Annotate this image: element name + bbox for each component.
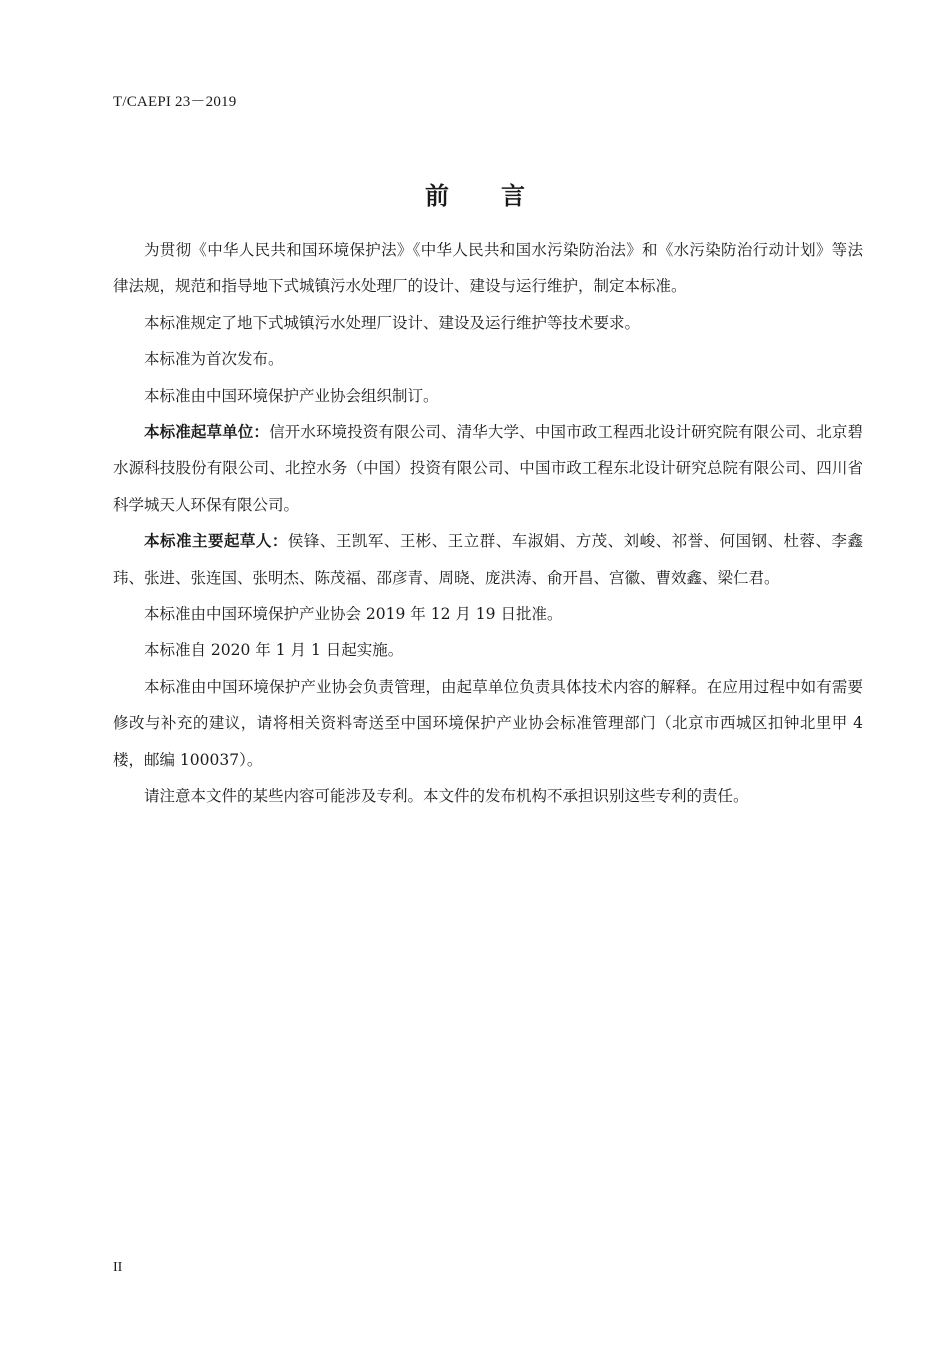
- paragraph-organizer: 本标准由中国环境保护产业协会组织制订。: [144, 386, 439, 405]
- drafting-units-text: 信开水环境投资有限公司、清华大学、中国市政工程西北设计研究院有限公司、北京碧水源科技股份有限公司、北控水务（中国）投资有限公司、中国市政工程东北设计研究总院有限公司、四川省科学城天人环保有限公司。: [113, 423, 863, 514]
- page-number: II: [113, 1260, 123, 1275]
- paragraph-purpose: 为贯彻《中华人民共和国环境保护法》《中华人民共和国水污染防治法》和《水污染防治行动计划》等法律法规，规范和指导地下式城镇污水处理厂的设计、建设与运行维护，制定本标准。: [113, 241, 863, 296]
- page-title: [0, 176, 950, 211]
- paragraph-approval: 本标准由中国环境保护产业协会 2019 年 12 月 19 日批准。: [144, 605, 563, 624]
- paragraph-effective-date: 本标准自 2020 年 1 月 1 日起实施。: [144, 641, 404, 660]
- standard-code: T/CAEPI 23－2019: [113, 94, 237, 110]
- drafters-label: 本标准主要起草人：: [144, 531, 288, 551]
- title-char-1: 前: [425, 181, 449, 210]
- paragraph-scope: 本标准规定了地下式城镇污水处理厂设计、建设及运行维护等技术要求。: [144, 313, 641, 332]
- title-char-2: 言: [501, 181, 525, 210]
- foreword-body: [113, 232, 863, 815]
- paragraph-patent-notice: 请注意本文件的某些内容可能涉及专利。本文件的发布机构不承担识别这些专利的责任。: [144, 787, 749, 806]
- drafters-text: 侯锋、王凯军、王彬、王立群、车淑娟、方茂、刘峻、祁誉、何国钢、杜蓉、李鑫玮、张进、张连国、张明杰、陈茂福、邵彦青、周晓、庞洪涛、俞开昌、宫徽、曹效鑫、梁仁君。: [113, 532, 863, 587]
- paragraph-drafting-units: [113, 414, 863, 523]
- paragraph-first-release: 本标准为首次发布。: [144, 350, 284, 369]
- paragraph-management: 本标准由中国环境保护产业协会负责管理，由起草单位负责具体技术内容的解释。在应用过程中如有需要修改与补充的建议，请将相关资料寄送至中国环境保护产业协会标准管理部门（北京市西城区扣钟北里甲 4 楼，邮编 100037）。: [113, 677, 863, 769]
- paragraph-drafters: [113, 523, 863, 596]
- drafting-units-label: 本标准起草单位：: [144, 422, 270, 442]
